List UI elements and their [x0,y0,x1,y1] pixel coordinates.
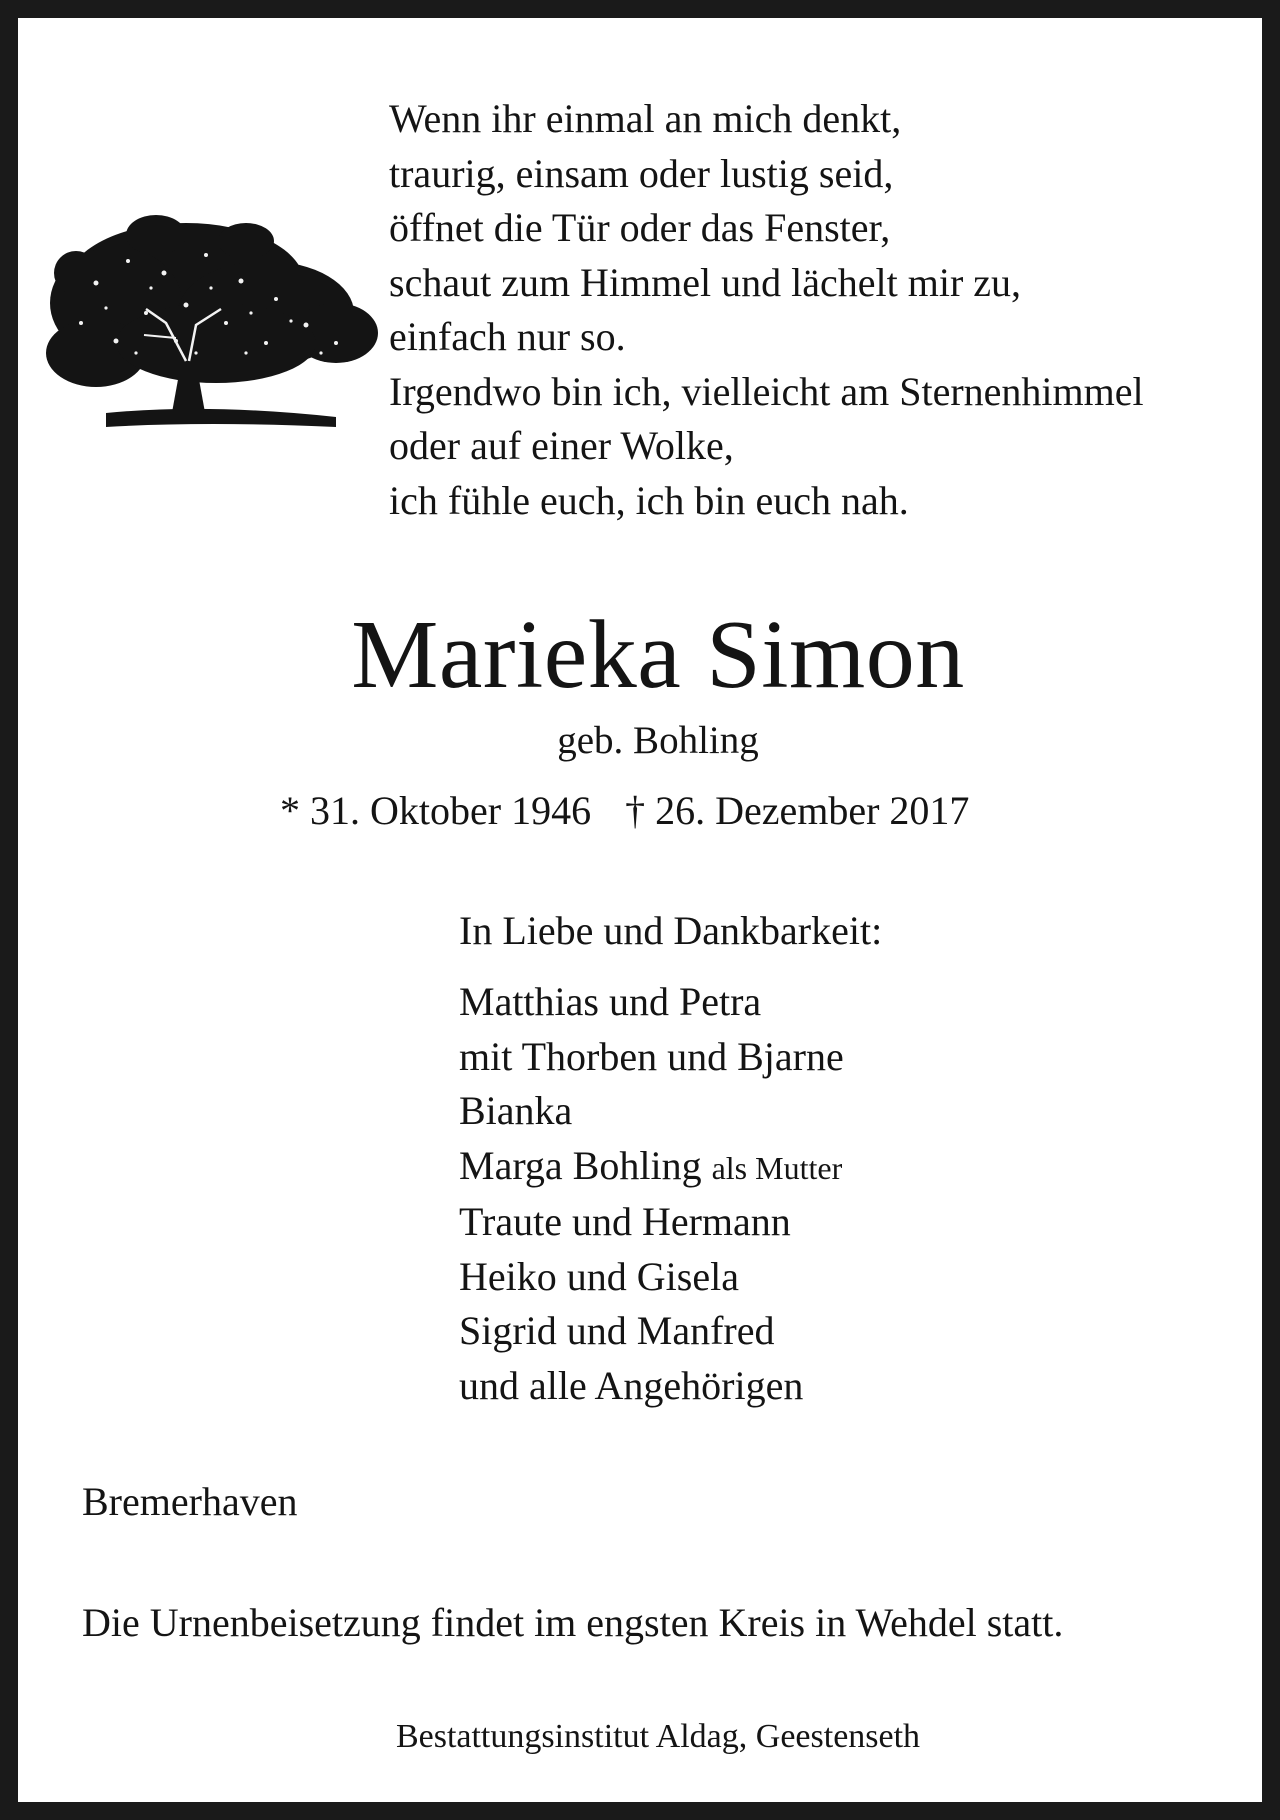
poem-line: einfach nur so. [389,314,626,359]
mourner-item [459,1139,844,1196]
mourner-name: und alle Angehörigen [459,1362,804,1408]
mourner-item [459,1084,844,1139]
dedication: In Liebe und Dankbarkeit: [459,908,883,953]
poem-line: öffnet die Tür oder das Fenster, [389,205,891,250]
poem [389,92,1144,528]
mourner-relation: als Mutter [711,1149,843,1186]
mourner-name: Traute und Hermann [459,1199,791,1244]
poem-line: Wenn ihr einmal an mich denkt, [389,96,902,141]
undertaker: Bestattungsinstitut Aldag, Geestenseth [395,1718,921,1755]
mourner-name: Heiko und Gisela [459,1253,739,1299]
mourner-name: Sigrid und Manfred [459,1308,775,1353]
mourner-name: Marga Bohling [459,1142,702,1188]
place: Bremerhaven [82,1479,298,1524]
poem-line: oder auf einer Wolke, [389,423,734,468]
mourner-list [459,975,844,1413]
poem-line: Irgendwo bin ich, vielleicht am Sternenhimmel [389,368,1144,414]
life-dates [280,784,969,838]
mourner-name: Bianka [459,1088,573,1133]
poem-line: schaut zum Himmel und lächelt mir zu, [389,259,1022,305]
mourner-item [459,975,844,1030]
mourner-item [459,1359,844,1414]
mourner-item [459,1030,844,1085]
ceremony-note: Die Urnenbeisetzung findet im engsten Kreis in Wehdel statt. [82,1600,1064,1645]
mourner-item [459,1195,844,1250]
death-date: † 26. Dezember 2017 [625,788,970,833]
birth-date: * 31. Oktober 1946 [280,788,592,833]
poem-line: ich fühle euch, ich bin euch nah. [389,477,909,523]
tree-illustration [36,213,381,443]
mourner-name: Matthias und Petra [459,979,762,1024]
mourner-name: mit Thorben und Bjarne [459,1033,844,1079]
mourner-item [459,1250,844,1305]
poem-line: traurig, einsam oder lustig seid, [389,150,894,196]
mourner-item [459,1304,844,1359]
birth-name: geb. Bohling [557,719,759,762]
deceased-name: Marieka Simon [351,601,965,709]
